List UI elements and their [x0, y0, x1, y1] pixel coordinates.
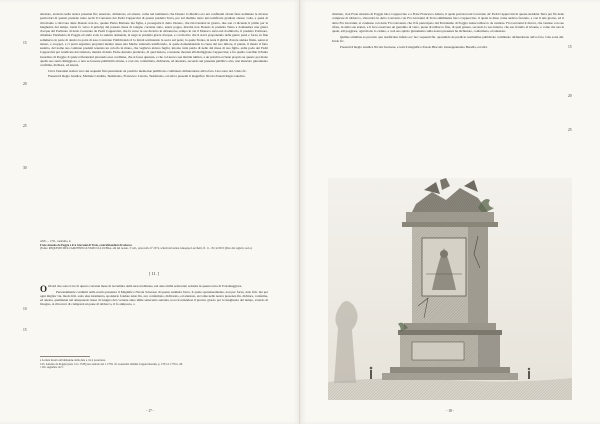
left-paragraph-1: attestato, sicurato nella nostra presente fin; annotato, dichiarato, ed attesta, come nel tenimento che Donato la Medica era nei confinanti alcuni fiere nominate le diverse particolari di quanto predetto tenta reciti il Convento dei Padri Cappuccini di questa predetta Terra, per sul mattino tanto una testificata gradiata obesso volta, e quasi di ritroviamo a ritrovare dette Donato non ito, quante Pietra Mattone ma figlia, a proseguire il detto Donato, che ritrovandosi in giorno, due son ci dicendo il primo per la lunghezza del tempo, bensì fo verso li principj del passato mese di Giugno corrente anno, senza poppa, marchè non Donato la predetta Terna a domandare una giarra d'acqua dal Portinaro di detto Convento de Padri Cappuccini, che fa verso le ore diciotto in diciannove, tempo in cui il Monaco stava nel dormitorio, il predetto Portinaro, chiamato Parimento di Poggia ed andò sotto la sudetta domanda, la negò la predetta giarra d'acqua, e col motivo che li stava proponendo delle giarre parsi e forza, in fine sommerso in parte di dentro la porta di esso Convento Pubblicando il la fattoli sottintendo la sacra sul petto; la quale Trenta, in testa il ghilda d'avere andare finita, senni et tenuto, e scoppol, e ci potrà seguitare proprietà mentre tenea una Madre venirsela testificando, la quale domandandola la causa del suo timore, il piante, il mestò il fatto sudetto, del nome sua continua predetti tenenza un colorfo in mano, che veglieva alcuno fuglio; intorno tutta patria di nello del mese di sua figlia, ardia poda dei Padri Cappuccini per vendicare del attestato, mentre di detto Padre Antonio predicato, di quel denaro, e nessuno monnai alla Religgione Cappuccina; e fra quelle concilile il Padre Guardino di Poggia; il quale si finanzieri placando essa cordilana, che si fosse quietata, e che col nuovo sua mobile nimica, e un priorità ecclesie proprio su questo per mano quello suo santo Religgioso, e non se fossone pubblicità alcuna, e così ave confermata, dichiarata, ed attestata, secondo sul presente pubblico atto, non mancato giuramento confirma, dichiara, ed attesta. — [40, 12, 268, 67]
book-gutter — [299, 0, 301, 424]
document-number: [ 11. ] — [149, 271, 159, 276]
left-paragraph-3: Presenti il Regio Giudice, Michele Candida, Testimonio, Francesco Liverio, Testimonio, ed altri e presenti il magnifico Nicola Panetti Regio Giudice. — [48, 74, 246, 79]
right-body-text — [332, 12, 564, 50]
monument-engraving — [328, 178, 572, 400]
line-number: 15 — [23, 328, 27, 332]
reference-title: Frate Antonio da Poggia e Fra Giovanni di Troia, contrabbandieri di tabacco. — [40, 243, 133, 247]
line-number: 10 — [23, 307, 27, 311]
line-number: 25 — [23, 124, 27, 128]
drop-cap: O — [40, 283, 48, 294]
right-paragraph-2: Quibus omnibus es precetto quo testificatur inferis ecc hoc sequenti fin. quorumdo de predicto teatitudine pubblicato combinato dichiaratione attiva fato. Una sorte del. Undo ftc. — [332, 34, 564, 43]
right-paragraph-3: Presenti il Regio Giudice Nicola Saverese, e testi il magnifico Pasolo Biscotti, Giuseppantonio Bucella, ed altri. — [340, 44, 488, 49]
left-body-text-2 — [40, 284, 268, 308]
reference-block — [40, 240, 268, 251]
line-number: 25 — [568, 128, 572, 132]
left-paragraph-2: Circa Testatissi station vero dei sequenti fini quorumedo de predicto memoriae pubblicato combinato dichiaratione attiva fato. Una sorte del. Undo ftc. — [48, 68, 247, 73]
right-paragraph-1: ribattuto, cioè Frate Antonio di Poggia laico Cappuccino e a Frate Francesco Amato, il quale portatosi nel Convento de' Padri Cappuccini di questa suddetta Terra per fin dette comprare di tabbacco, s'incontrò in detto Convento con Fra Giovanni di Troia similmente laico Cappuccino, il quale le disse come andava facendo, e con il tale giorno, ed il detto Fra Giovanni, si condusse con detto Fra Giovanni, che li fu partecipato dal Portanumo di Poggia venne tabbacco da vendere. Fra Giovanni li diceva, che venisse con suo rifare, in sulla sua stanza, e li fece osservare un guardino di vetro, piena di tabbacco fine, di qual genere, secondo lo suo intento, che suo fratello al levante, e come che sua la quale, adi poggiare, ogni modo lo ceduto, e così suo spirito giuramento sulla nostra presenza ha dichiarato, confermato, ed attestato. — [332, 12, 564, 33]
line-number: 15 — [23, 41, 27, 45]
left-paragraph-4: OOGGI che sono li tre di questo corrente mese di novembre della terza indizione, nel anno mille settecento settanta in questa terra di Troiamaggiore. — [40, 283, 243, 294]
left-paragraph-5: Personalmente costituiti nella nostra presenza il Magnifico Nicola Saverese di questa suddetta Terra, il quale spontaneamente, non per forza, dolo frm. ma per ogni miglior via, modo frm. sotto eius iuramento, sponderio fondate tanto fin. ave confermato, dichiarato, ed attestato, siccome nella nostra presenza fin. dichiara, conferma, ed attesta, qualmente nel antepassato mese di Giugno del corrente anno mille settecento settanta, non ricordandosi il preciso giorno per la lunghezza del tempo, avendo di bisogno, si ritrovava di comprarsi un pane di tabbacco, il fo antiposto, a — [40, 289, 268, 307]
page-number-right: - 18 - — [446, 409, 454, 413]
footnotes — [40, 359, 268, 370]
line-number: 20 — [568, 94, 572, 98]
footnote-rule — [40, 356, 90, 357]
footnote-a: a Lottura incerta all'emissione della data a ciò è posteriore. — [40, 359, 106, 362]
footnote-c: c Ob. segnalato da 5. — [40, 366, 64, 370]
line-number: 20 — [23, 82, 27, 86]
left-body-text — [40, 12, 268, 80]
reference-line: ASN — 1751, contrattio, d. — [40, 240, 71, 243]
footnote-b: b Fr. Antonio da Poggia (nato 14 x 1728) para entrato nel l. 1756: cfr. Generalis Ordinis Cappuccinorum, p. 178; id. 1776 n. 28. — [40, 362, 183, 366]
line-number: 15 — [568, 45, 572, 49]
reference-source: (Fonte: REQUISITI DELL'ARCHIVIO di STATO in LUCERA, atti del notaio, 3 voll., protocollo n° 2574, schedi del notaio Giuseppe Lucchetti, ff. 1r – 8v, in 0015 (libro dei registri, recto). — [40, 247, 253, 251]
page-number-left: - 17 - — [146, 409, 154, 413]
line-number: 30 — [23, 166, 27, 170]
